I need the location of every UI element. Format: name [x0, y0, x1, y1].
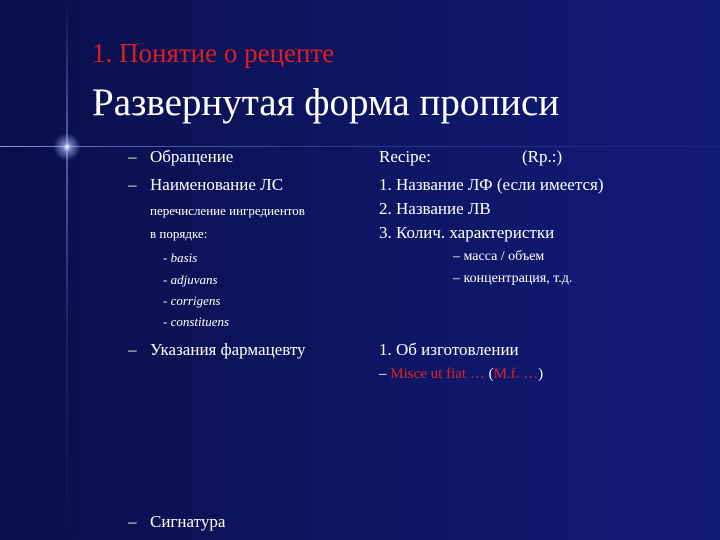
slide-subtitle: 1. Понятие о рецепте [92, 38, 335, 68]
bullet-dash: – [128, 512, 137, 531]
bullet-dash: – [128, 147, 137, 166]
preparation-paren-open: ( [488, 366, 494, 382]
recipe-sub-concentration: – концентрация, т.д. [453, 271, 573, 286]
slide-title: Развернутая форма прописи [92, 81, 560, 124]
preparation-line [379, 366, 543, 383]
ingredients-note-line2: в порядке: [150, 226, 208, 241]
latin-term-basis: - basis [163, 250, 198, 265]
bullet-dash: – [128, 340, 137, 359]
preparation-title: 1. Об изготовлении [379, 340, 519, 359]
preparation-latin: Misce ut fiat … [390, 366, 485, 382]
recipe-sub-mass: – масса / объем [453, 249, 545, 264]
latin-term-corrigens: - corrigens [163, 293, 221, 308]
sparkle-icon [52, 132, 82, 162]
decorative-vertical-line [66, 0, 68, 540]
left-item-signatura: Сигнатура [150, 512, 226, 531]
left-item-obrashchenie: Обращение [150, 147, 234, 166]
recipe-line-2: 2. Название ЛВ [379, 199, 491, 218]
recipe-line-1: 1. Название ЛФ (если имеется) [379, 175, 604, 194]
recipe-label: Recipe: [379, 147, 431, 166]
decorative-horizontal-line [0, 146, 720, 147]
ingredients-note-line1: перечисление ингредиентов [150, 203, 305, 218]
recipe-abbreviation: (Rp.:) [522, 147, 563, 166]
left-item-ukazaniya: Указания фармацевту [150, 340, 306, 359]
preparation-abbreviation: M.f. … [493, 366, 539, 382]
left-item-naimenovanie: Наименование ЛС [150, 175, 284, 194]
latin-term-constituens: - constituens [163, 314, 230, 329]
preparation-dash: – [379, 366, 387, 382]
latin-term-adjuvans: - adjuvans [163, 272, 218, 287]
recipe-line-3: 3. Колич. характеристки [379, 223, 555, 242]
bullet-dash: – [128, 175, 137, 194]
preparation-paren-close: ) [538, 366, 544, 382]
